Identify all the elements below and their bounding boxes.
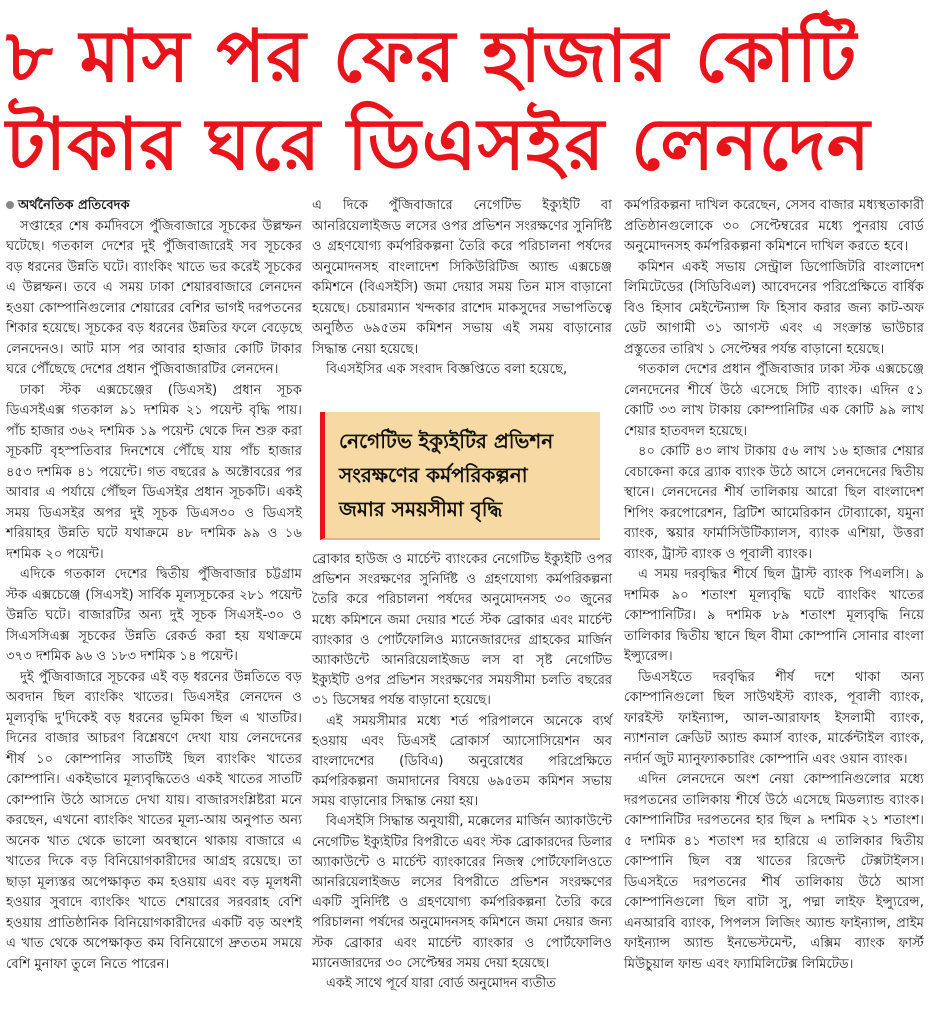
paragraph: এ সময় দরবৃদ্ধির শীর্ষে ছিল ট্রাস্ট ব্যাংক পিএলসি। ৯ দশমিক ৯০ শতাংশ মূল্যবৃদ্ধি ঘটে ব্যাংকিং খাতের কোম্পানিটির। ৯ দশমিক ৮৯ শতাংশ মূল্যবৃদ্ধি নিয়ে তালিকার দ্বিতীয় স্থানে ছিল বীমা কোম্পানি সোনার বাংলা ইন্স্যুরেন্স। xyxy=(624,567,924,664)
article-column-2-top xyxy=(312,196,612,381)
pull-quote-line: সংরক্ষণের কর্মপরিকল্পনা xyxy=(339,463,528,487)
pull-quote-line: জমার সময়সীমা বৃদ্ধি xyxy=(339,497,503,521)
headline xyxy=(0,0,931,190)
paragraph: বিএসইসি সিদ্ধান্ত অনুযায়ী, মক্কেলের মার্জিন অ্যাকাউন্টে নেগেটিভ ইক্যুইটির বিপরীতে এবং স্টক ব্রোকারদের ডিলার অ্যাকাউন্টে ও মার্চেন্ট ব্যাংকারের নিজস্ব পোর্টফোলিওতে আনরিয়েলাইজড লসের বিপরীতে প্রভিশন সংরক্ষণের একটি সুনির্দিষ্ট ও গ্রহণযোগ্য কর্মপরিকল্পনা তৈরি করে পরিচালনা পর্ষদের অনুমোদনসহ কমিশনে জমা দেয়ার জন্য স্টক ব্রোকার এবং মার্চেন্ট ব্যাংকার ও পোর্টফোলিও ম্যানেজারদের ৩০ সেপ্টেম্বর সময় দেয়া হয়েছে। xyxy=(312,814,612,971)
bullet-icon xyxy=(6,201,14,209)
article-column-3 xyxy=(624,196,924,975)
paragraph: বিএসইসির এক সংবাদ বিজ্ঞপ্তিতে বলা হয়েছে, xyxy=(326,362,568,377)
paragraph: এ দিকে পুঁজিবাজারে নেগেটিভ ইক্যুইটি বা আনরিয়েলাইজড লসের ওপর প্রভিশন সংরক্ষণের সুনির্দিষ্ট ও গ্রহণযোগ্য কর্মপরিকল্পনা তৈরি করে পরিচালনা পর্ষদের অনুমোদনসহ বাংলাদেশ সিকিউরিটিজ অ্যান্ড এক্সচেঞ্জ কমিশনে (বিএসইসি) জমা দেয়ার সময় তিন মাস বাড়ানো হয়েছে। চেয়ারম্যান খন্দকার রাশেদ মাকসুদের সভাপতিত্বে অনুষ্ঠিত ৬৯৫তম কমিশন সভায় এই সময় বাড়ানোর সিদ্ধান্ত নেয়া হয়েছে। xyxy=(312,198,612,357)
article-column-1 xyxy=(6,196,302,975)
paragraph: একই সাথে পূর্বে যারা বোর্ড অনুমোদন ব্যতীত xyxy=(326,975,556,991)
paragraph: এদিন লেনদেনে অংশ নেয়া কোম্পানিগুলোর মধ্যে দরপতনের তালিকায় শীর্ষে উঠে এসেছে মিডল্যান্ড ব্যাংক। কোম্পানিটির দরপতনের হার ছিল ৯ দশমিক ২১ শতাংশ। ৫ দশমিক ৪১ শতাংশ দর হারিয়ে এ তালিকার দ্বিতীয় কোম্পানি ছিল বস্ত্র খাতের রিজেন্ট টেক্সটাইলস। ডিএসইতে দরপতনের শীর্ষ তালিকায় উঠে আসা কোম্পানিগুলো ছিল বাটা সু, পদ্মা লাইফ ইন্স্যুরেন্স, এনআরবি ব্যাংক, পিপলস লিজিং অ্যান্ড ফাইন্যান্স, প্রাইম ফাইন্যান্স অ্যান্ড ইনভেস্টমেন্ট, এক্সিম ব্যাংক ফার্স্ট মিউচুয়াল ফান্ড এবং ফ্যামিলিটেক্স লিমিটেড। xyxy=(624,772,924,972)
paragraph: ঢাকা স্টক এক্সচেঞ্জের (ডিএসই) প্রধান সূচক ডিএসইএক্স গতকাল ৯১ দশমিক ২১ পয়েন্ট বৃদ্ধি পায়। পাঁচ হাজার ৩৬২ দশমিক ১৯ পয়েন্ট থেকে দিন শুরু করা সূচকটি বৃহস্পতিবার দিনশেষে পৌঁছে যায় পাঁচ হাজার ৪৫৩ দশমিক ৪১ পয়েন্টে। গত বছরের ৯ অক্টোবরের পর আবার এ পর্যায়ে পৌঁছল ডিএসইর প্রধান সূচকটি। একই সময় ডিএসইর অপর দুই সূচক ডিএস৩০ ও ডিএসই শরিয়াহর উন্নতি ঘটে যথাক্রমে ৪৮ দশমিক ৯৯ ও ১৬ দশমিক ২০ পয়েন্ট। xyxy=(6,382,302,562)
paragraph: দুই পুঁজিবাজারে সূচকের এই বড় ধরনের উন্নতিতে বড় অবদান ছিল ব্যাংকিং খাতের। ডিএসইর লেনদেন ও মূল্যবৃদ্ধি দু'দিকেই বড় ধরনের ভূমিকা ছিল এ খাতটির। দিনের বাজার আচরণ বিশ্লেষণে দেখা যায় লেনদেনের শীর্ষ ১০ কোম্পানির সাতটিই ছিল ব্যাংকিং খাতের কোম্পানি। একইভাবে মূল্যবৃদ্ধিতেও একই খাতের সাতটি কোম্পানি উঠে আসতে দেখা যায়। বাজারসংশ্লিষ্টরা মনে করছেন, এখনো ব্যাংকিং খাতের মূল্য-আয় অনুপাত অন্য অনেক খাত থেকে ভালো অবস্থানে থাকায় বাজারে এ খাতের দিকে বড় বিনিয়োগকারীদের আগ্রহ রয়েছে। তা ছাড়া মূল্যস্তর অপেক্ষাকৃত কম হওয়ায় এবং বড় মূলধনী হওয়ার সুবাদে ব্যাংকিং খাতে শেয়ারের সরবরাহ বেশি হওয়ায় প্রাতিষ্ঠানিক বিনিয়োগকারীদের একটি বড় অংশই এ খাত থেকে অপেক্ষাকৃত কম বিনিয়োগে দ্রুততম সময়ে বেশি মুনাফা তুলে নিতে পারেন। xyxy=(6,669,302,972)
paragraph: কমিশন একই সভায় সেন্ট্রাল ডিপোজিটরি বাংলাদেশ লিমিটেডের (সিডিবিএল) আবেদনের পরিপ্রেক্ষিতে বার্ষিক বিও হিসাব মেইন্টেন্যান্স ফি হিসাব করার জন্য কাট-অফ ডেট আগামী ৩১ আগস্ট এবং এ সংক্রান্ত ভাউচার প্রস্তুতের তারিখ ১ সেপ্টেম্বর পর্যন্ত বাড়ানো হয়েছে। xyxy=(624,259,924,357)
byline xyxy=(6,196,302,217)
headline-line-1: ৮ মাস পর ফের হাজার কোটি xyxy=(6,14,858,98)
headline-line-2: টাকার ঘরে ডিএসইর লেনদেন xyxy=(6,102,871,186)
byline-text: অর্থনৈতিক প্রতিবেদক xyxy=(18,198,130,213)
paragraph: এদিকে গতকাল দেশের দ্বিতীয় পুঁজিবাজার চট্টগ্রাম স্টক এক্সচেঞ্জে (সিএসই) সার্বিক মূল্যসূচকের ২৮১ পয়েন্ট উন্নতি ঘটে। বাজারটির অন্য দুই সূচক সিএসই-৩০ ও সিএসসিএক্স সূচকের উন্নতি রেকর্ড করা হয় যথাক্রমে ৩৭৩ দশমিক ৯৬ ও ১৮৩ দশমিক ১৪ পয়েন্ট। xyxy=(6,567,302,664)
paragraph: ব্রোকার হাউজ ও মার্চেন্ট ব্যাংকের নেগেটিভ ইক্যুইটি ওপর প্রভিশন সংরক্ষণের সুনির্দিষ্ট ও গ্রহণযোগ্য কর্মপরিকল্পনা তৈরি করে পরিচালনা পর্ষদের অনুমোদনসহ ৩০ জুনের মধ্যে কমিশনে জমা দেয়ার শর্তে স্টক ব্রোকার এবং মার্চেন্ট ব্যাংকার ও পোর্টফোলিও ম্যানেজারদের গ্রাহকের মার্জিন অ্যাকাউন্টে আনরিয়েলাইজড লস বা সৃষ্ট নেগেটিভ ইক্যুইটি ওপর প্রভিশন সংরক্ষণের সময়সীমা চলতি বছরের ৩১ ডিসেম্বর পর্যন্ত বাড়ানো হয়েছে। xyxy=(312,552,612,709)
paragraph: গতকাল দেশের প্রধান পুঁজিবাজার ঢাকা স্টক এক্সচেঞ্জে লেনদেনের শীর্ষে উঠে এসেছে সিটি ব্যাংক। এদিন ৫১ কোটি ৩৩ লাখ টাকায় কোম্পানিটির এক কোটি ৯৯ লাখ শেয়ার হাতবদল হয়েছে। xyxy=(624,362,924,439)
paragraph: কর্মপরিকল্পনা দাখিল করেছেন, সেসব বাজার মধ্যস্থতাকারী প্রতিষ্ঠানগুলোকে ৩০ সেপ্টেম্বরের মধ্যে পুনরায় বোর্ড অনুমোদনসহ কর্মপরিকল্পনা কমিশনে দাখিল করতে হবে। xyxy=(624,198,924,254)
paragraph: এই সময়সীমার মধ্যে শর্ত পরিপালনে অনেকে ব্যর্থ হওয়ায় এবং ডিএসই ব্রোকার্স অ্যাসোসিয়েশন অব বাংলাদেশের (ডিবিএ) অনুরোধের পরিপ্রেক্ষিতে কর্মপরিকল্পনা জমাদানের বিষয়ে ৬৯৫তম কমিশন সভায় সময় বাড়ানোর সিদ্ধান্ত নেয়া হয়। xyxy=(312,713,612,810)
paragraph: সপ্তাহের শেষ কর্মদিবসে পুঁজিবাজারে সূচকের উল্লম্ফন ঘটেছে। গতকাল দেশের দুই পুঁজিবাজারেই সব সূচকের বড় ধরনের উন্নতি ঘটে। ব্যাংকিং খাতে ভর করেই সূচকের এ উল্লম্ফন। তবে এ সময় ঢাকা শেয়ারবাজারে লেনদেন হওয়া কোম্পানিগুলোর শেয়ারের বেশির ভাগই দরপতনের শিকার হয়েছে। সূচকের বড় ধরনের উন্নতির ফলে বেড়েছে লেনদেনও। আট মাস পর আবার হাজার কোটি টাকার ঘরে পৌঁছেছে দেশের প্রধান পুঁজিবাজারটির লেনদেন। xyxy=(6,218,302,377)
paragraph: ডিএসইতে দরবৃদ্ধির শীর্ষ দশে থাকা অন্য কোম্পানিগুলো ছিল সাউথইস্ট ব্যাংক, পূবালী ব্যাংক, ফারইস্ট ফাইন্যান্স, আল-আরাফাহ ইসলামী ব্যাংক, ন্যাশনাল ক্রেডিট অ্যান্ড কমার্স ব্যাংক, মার্কেন্টাইল ব্যাংক, নর্দার্ন জুট ম্যানুফ্যাকচারিং কোম্পানি এবং ওয়ান ব্যাংক। xyxy=(624,669,924,767)
pull-quote-line: নেগেটিভ ইক্যুইটির প্রভিশন xyxy=(339,429,554,453)
pull-quote xyxy=(320,412,600,540)
article-column-2-bottom xyxy=(312,550,612,994)
paragraph: ৪০ কোটি ৪৩ লাখ টাকায় ৫৬ লাখ ১৬ হাজার শেয়ার বেচাকেনা করে ব্র্যাক ব্যাংক উঠে আসে লেনদেনের দ্বিতীয় স্থানে। লেনদেনের শীর্ষ তালিকায় আরো ছিল বাংলাদেশ শিপিং করপোরেশন, ব্রিটিশ আমেরিকান টোব্যাকো, যমুনা ব্যাংক, স্কয়ার ফার্মাসিউটিক্যালস, ব্যাংক এশিয়া, উত্তরা ব্যাংক, ট্রাস্ট ব্যাংক ও পূবালী ব্যাংক। xyxy=(624,444,924,562)
